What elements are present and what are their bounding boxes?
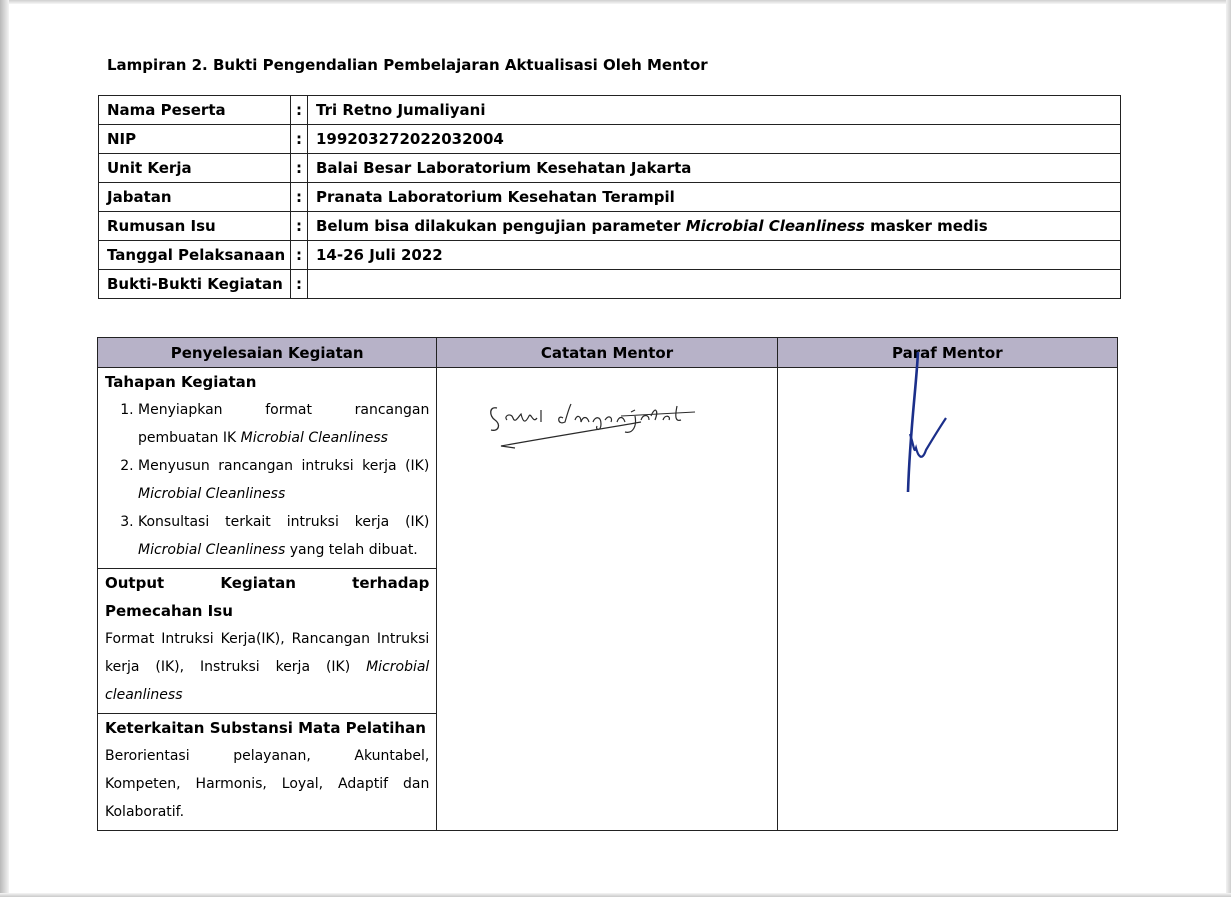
step-after: yang telah dibuat. <box>285 542 418 558</box>
activity-table <box>97 337 1118 831</box>
scan-edge-left <box>0 0 9 897</box>
step-item <box>138 508 429 564</box>
info-separator: : <box>291 125 308 154</box>
handwritten-note-text: Sesuai dengan jadwal <box>485 386 497 387</box>
output-heading: Output Kegiatan terhadap Pemecahan Isu <box>105 574 430 620</box>
info-label: Bukti-Bukti Kegiatan <box>99 270 291 299</box>
info-row-tanggal <box>99 241 1121 270</box>
value-italic: Microbial Cleanliness <box>685 217 865 235</box>
info-value: 14-26 Juli 2022 <box>308 241 1121 270</box>
output-text <box>105 625 429 709</box>
header-penyelesaian: Penyelesaian Kegiatan <box>98 338 437 368</box>
info-row-bukti <box>99 270 1121 299</box>
header-paraf: Paraf Mentor <box>777 338 1117 368</box>
info-row-nip <box>99 125 1121 154</box>
info-value: Tri Retno Jumaliyani <box>308 96 1121 125</box>
info-label: NIP <box>99 125 291 154</box>
header-catatan: Catatan Mentor <box>437 338 777 368</box>
step-italic: Microbial Cleanliness <box>240 430 388 446</box>
info-row-rumusan-isu <box>99 212 1121 241</box>
info-row-jabatan <box>99 183 1121 212</box>
output-italic: Microbial cleanliness <box>105 659 430 703</box>
info-value <box>308 212 1121 241</box>
penyelesaian-cell <box>98 368 437 831</box>
activity-body-row <box>98 368 1118 831</box>
activity-header-row <box>98 338 1118 368</box>
info-separator: : <box>291 212 308 241</box>
step-italic: Microbial Cleanliness <box>138 542 286 558</box>
keterkaitan-section <box>98 713 436 830</box>
info-separator: : <box>291 183 308 212</box>
scan-edge-right <box>1226 0 1231 897</box>
step-item <box>138 452 429 508</box>
step-italic: Microbial Cleanliness <box>138 486 286 502</box>
keterkaitan-heading: Keterkaitan Substansi Mata Pelatihan <box>105 719 426 737</box>
keterkaitan-text: Berorientasi pelayanan, Akuntabel, Kompeten, Harmonis, Loyal, Adaptif dan Kolaboratif. <box>105 748 430 820</box>
info-separator: : <box>291 241 308 270</box>
value-text: masker medis <box>864 217 988 235</box>
paraf-mentor-cell <box>777 368 1117 831</box>
step-text: Konsultasi terkait intruksi kerja (IK) <box>138 514 430 530</box>
info-value: 199203272022032004 <box>308 125 1121 154</box>
step-text: Menyusun rancangan intruksi kerja (IK) <box>138 458 430 474</box>
document-title: Lampiran 2. Bukti Pengendalian Pembelajaran Aktualisasi Oleh Mentor <box>107 56 708 74</box>
info-value: Balai Besar Laboratorium Kesehatan Jakarta <box>308 154 1121 183</box>
info-label: Jabatan <box>99 183 291 212</box>
info-row-unit-kerja <box>99 154 1121 183</box>
output-body: Format Intruksi Kerja(IK), Rancangan Intruksi kerja (IK), Instruksi kerja (IK) <box>105 631 430 675</box>
info-label: Unit Kerja <box>99 154 291 183</box>
info-separator: : <box>291 154 308 183</box>
handwritten-note <box>485 386 715 476</box>
catatan-mentor-cell <box>437 368 777 831</box>
step-item <box>138 396 429 452</box>
scan-edge-bottom <box>0 893 1231 897</box>
info-label: Rumusan Isu <box>99 212 291 241</box>
tahapan-section <box>98 368 436 568</box>
info-label: Tanggal Pelaksanaan <box>99 241 291 270</box>
info-label: Nama Peserta <box>99 96 291 125</box>
scan-edge-top <box>0 0 1231 4</box>
tahapan-steps <box>105 396 429 564</box>
participant-info-table <box>98 95 1121 299</box>
value-text: Belum bisa dilakukan pengujian parameter <box>316 217 686 235</box>
info-separator: : <box>291 270 308 299</box>
step-text: Menyiapkan format rancangan pembuatan IK <box>138 402 430 446</box>
info-value: Pranata Laboratorium Kesehatan Terampil <box>308 183 1121 212</box>
info-row-nama <box>99 96 1121 125</box>
output-section <box>98 568 436 713</box>
tahapan-heading: Tahapan Kegiatan <box>105 373 257 391</box>
mentor-signature <box>896 350 956 500</box>
info-separator: : <box>291 96 308 125</box>
info-value <box>308 270 1121 299</box>
